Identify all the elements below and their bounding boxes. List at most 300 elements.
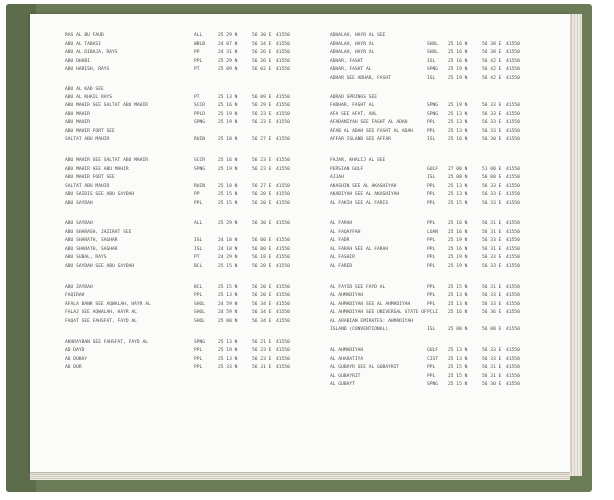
left-entry-code: BCL (194, 285, 203, 290)
left-entry-code: RUIN (194, 137, 206, 142)
right-entry-name: AL GUBAYRIT (330, 374, 361, 379)
left-entry-code: PT (194, 255, 200, 260)
left-entry-id: 41550 (276, 33, 290, 38)
right-entry-name: AL FARED (330, 264, 353, 269)
left-entry-name: ABU MAHIR FORT SEE (65, 129, 115, 134)
right-entry-lat: 25 16 N (448, 247, 468, 252)
left-entry-id: 41550 (276, 310, 290, 315)
left-entry-id: 41550 (276, 365, 290, 370)
right-entry-code: PPL (427, 120, 436, 125)
right-entry-id: 41550 (506, 247, 520, 252)
right-entry-row (30, 111, 570, 118)
left-entry-lon: 56 21 E (252, 340, 272, 345)
right-entry-code: LOAN (427, 230, 439, 235)
right-entry-code: SPNG (427, 67, 439, 72)
left-entry-lat: 25 15 N (218, 192, 238, 197)
left-entry-code: ISL (194, 238, 203, 243)
right-entry-lat: 25 13 N (448, 302, 468, 307)
right-entry-id: 41550 (506, 221, 520, 226)
left-entry-id: 41550 (276, 67, 290, 72)
left-entry-id: 41550 (276, 59, 290, 64)
left-entry-id: 41550 (276, 120, 290, 125)
right-entry-lat: 25 19 N (448, 76, 468, 81)
left-entry-lat: 24 29 N (218, 255, 238, 260)
right-entry-lat: 25 15 N (448, 201, 468, 206)
right-entry-lat: 25 00 N (448, 327, 468, 332)
left-entry-code: SPNG (194, 167, 206, 172)
right-entry-lon: 56 31 E (482, 365, 502, 370)
right-entry-row (30, 246, 570, 253)
right-entry-lat: 25 16 N (448, 230, 468, 235)
right-entry-row (30, 75, 570, 82)
right-entry-id: 41550 (506, 285, 520, 290)
right-entry-name: PERSIAN GULF (330, 167, 364, 172)
right-entry-name: AL GUBAYR SEE AL GUBAYRIT (330, 365, 400, 370)
left-entry-lat: 25 19 N (218, 112, 238, 117)
left-entry-name: ABU AL TABASI (65, 42, 101, 47)
right-entry-lat: 25 13 N (448, 192, 468, 197)
left-entry-lon: 56 09 E (252, 95, 272, 100)
left-entry-name: ABU SUBAL, RAYS (65, 255, 107, 260)
left-entry-code: ALL (194, 221, 203, 226)
right-entry-name: AJJAH (330, 175, 344, 180)
left-entry-code: PT (194, 95, 200, 100)
right-entry-row (30, 174, 570, 181)
left-entry-lat: 25 16 N (218, 158, 238, 163)
left-entry-id: 41550 (276, 112, 290, 117)
right-entry-lon: 56 33 E (482, 129, 502, 134)
left-entry-name: FALAJ SEE AQWALAH, HAYR AL (65, 310, 137, 315)
left-entry-code: PT (194, 67, 200, 72)
right-entry-id: 41550 (506, 238, 520, 243)
right-entry-code: PPL (427, 302, 436, 307)
gazetteer-page (30, 14, 570, 472)
right-entry-lon: 56 31 E (482, 374, 502, 379)
right-entry-row (30, 254, 570, 261)
left-entry-name: ABU ZAYDAH (65, 285, 93, 290)
left-entry-lat: 25 13 N (218, 293, 238, 298)
left-entry-name: FAQIRAH (65, 293, 85, 298)
left-entry-id: 41550 (276, 137, 290, 142)
left-entry-lon: 56 26 E (252, 59, 272, 64)
left-entry-name: ABU DHABI (65, 59, 90, 64)
right-entry-row (30, 373, 570, 380)
left-entry-id: 41550 (276, 192, 290, 197)
left-entry-code: PPL (194, 357, 203, 362)
right-entry-row (30, 102, 570, 109)
right-entry-id: 41550 (506, 310, 520, 315)
right-entry-code: PPL (427, 192, 436, 197)
right-entry-id: 41550 (506, 129, 520, 134)
right-entry-id: 41550 (506, 302, 520, 307)
right-entry-code: SPNG (427, 103, 439, 108)
right-entry-lat: 25 13 N (448, 357, 468, 362)
left-entry-code: PPLD (194, 112, 206, 117)
left-entry-name: ABU MAHIR (65, 112, 90, 117)
right-entry-lat: 25 13 N (448, 293, 468, 298)
left-entry-name: ABU AL DIBAJA, RAYS (65, 50, 118, 55)
right-entry-code: PPL (427, 365, 436, 370)
right-entry-lat: 25 16 N (448, 59, 468, 64)
right-entry-name: AL FARAH (330, 221, 353, 226)
right-entry-lat: 25 13 N (448, 129, 468, 134)
right-entry-id: 41550 (506, 103, 520, 108)
left-entry-id: 41550 (276, 42, 290, 47)
left-entry-lon: 56 30 E (252, 221, 272, 226)
right-entry-code: SPNG (427, 112, 439, 117)
right-entry-lon: 56 31 E (482, 221, 502, 226)
right-entry-lon: 56 42 E (482, 76, 502, 81)
right-entry-name: AKASHIN SEE AL AKASHIYAH (330, 184, 397, 189)
right-entry-id: 41550 (506, 120, 520, 125)
right-entry-name: AL FADR (330, 238, 350, 243)
right-entry-code: PCLI (427, 310, 439, 315)
right-entry-row (30, 347, 570, 354)
right-entry-lon: 56 38 E (482, 50, 502, 55)
left-entry-id: 41550 (276, 285, 290, 290)
right-entry-lon: 56 33 E (482, 112, 502, 117)
left-entry-lon: 56 34 E (252, 302, 272, 307)
right-entry-code: PPL (427, 184, 436, 189)
left-entry-lat: 25 13 N (218, 340, 238, 345)
right-entry-lat: 25 19 N (448, 255, 468, 260)
left-entry-lon: 56 34 E (252, 310, 272, 315)
right-entry-id: 41550 (506, 201, 520, 206)
right-entry-lon: 56 33 E (482, 255, 502, 260)
right-entry-code: SPNG (427, 382, 439, 387)
left-entry-id: 41550 (276, 158, 290, 163)
right-entry-name: AFADANIYAH SEE FASHT AL ADAH (330, 120, 408, 125)
right-entry-name: ADHAR, FASHT AL (330, 67, 372, 72)
right-entry-lon: 56 31 E (482, 230, 502, 235)
right-entry-name: AL FAYID SEE FAYD AL (330, 285, 386, 290)
right-entry-name: FAJAR, KHALIJ AL SEE (330, 158, 386, 163)
left-entry-id: 41550 (276, 348, 290, 353)
left-entry-id: 41550 (276, 103, 290, 108)
left-entry-id: 41550 (276, 340, 290, 345)
left-entry-lat: 25 33 N (218, 365, 238, 370)
left-entry-lon: 56 34 E (252, 42, 272, 47)
left-entry-code: RUIN (194, 184, 206, 189)
right-entry-lat: 25 13 N (448, 120, 468, 125)
right-entry-lon: 56 42 E (482, 67, 502, 72)
right-entry-row (30, 356, 570, 363)
right-entry-lon: 56 33 E (482, 192, 502, 197)
right-entry-lon: 56 33 E (482, 293, 502, 298)
left-entry-row (30, 86, 570, 93)
left-entry-name: RAS AL BU FAUD (65, 33, 104, 38)
right-entry-lat: 25 15 N (448, 285, 468, 290)
right-entry-lat: 25 16 N (448, 50, 468, 55)
right-entry-row (30, 237, 570, 244)
left-entry-name: ABU HARISH, RAYS (65, 67, 110, 72)
right-entry-row (30, 32, 570, 39)
right-entry-name: AL FARAH SEE AL FARAH (330, 247, 389, 252)
left-entry-code: SHOL (194, 310, 206, 315)
left-entry-lat: 24 18 N (218, 247, 238, 252)
left-entry-lon: 56 23 E (252, 357, 272, 362)
right-entry-code: SHOL (427, 50, 439, 55)
left-entry-name: ABU MAHIR (65, 120, 90, 125)
right-entry-lon: 56 00 E (482, 327, 502, 332)
right-entry-code: PPL (427, 264, 436, 269)
left-entry-lon: 56 34 E (252, 319, 272, 324)
right-entry-lat: 25 19 N (448, 264, 468, 269)
right-entry-name: ADHALAH, HAYR AL (330, 42, 375, 47)
left-entry-name: ABU SAYDAH (65, 201, 93, 206)
left-entry-lon: 56 30 E (252, 33, 272, 38)
right-entry-lon: 56 33 E (482, 184, 502, 189)
right-entry-lat: 25 13 N (448, 112, 468, 117)
right-entry-lon: 56 33 E (482, 264, 502, 269)
left-entry-code: SCCR (194, 103, 206, 108)
left-entry-id: 41550 (276, 221, 290, 226)
right-entry-lon: 51 00 E (482, 167, 502, 172)
left-entry-lon: 56 23 E (252, 167, 272, 172)
left-entry-lon: 56 29 E (252, 103, 272, 108)
left-entry-lon: 56 00 E (252, 238, 272, 243)
right-entry-row (30, 183, 570, 190)
left-entry-lon: 56 23 E (252, 348, 272, 353)
left-entry-name: ABU SHARATH, SAGHAR (65, 247, 118, 252)
right-entry-name: AL GUBAYT (330, 382, 355, 387)
right-entry-name: AL AHARATIYA (330, 357, 364, 362)
left-entry-name: ABU MAHIR FORT SEE (65, 175, 115, 180)
right-entry-row (30, 292, 570, 299)
left-entry-code: PPL (194, 59, 203, 64)
right-entry-id: 41550 (506, 67, 520, 72)
left-entry-id: 41550 (276, 50, 290, 55)
right-entry-id: 41550 (506, 255, 520, 260)
right-entry-code: SHOL (427, 42, 439, 47)
right-entry-id: 41550 (506, 59, 520, 64)
right-entry-row (30, 220, 570, 227)
right-entry-code: ISL (427, 327, 436, 332)
left-entry-lat: 25 09 N (218, 67, 238, 72)
left-entry-id: 41550 (276, 184, 290, 189)
right-entry-code: ISL (427, 175, 436, 180)
left-entry-lat: 25 19 N (218, 167, 238, 172)
right-entry-lon: 56 33 E (482, 348, 502, 353)
right-entry-id: 41550 (506, 374, 520, 379)
left-entry-code: ISL (194, 247, 203, 252)
right-entry-name: AL ARABIAN EMIRATES: AHMADIYAH (330, 319, 413, 324)
right-entry-row (30, 318, 570, 325)
right-entry-code: PPL (427, 201, 436, 206)
right-entry-id: 41550 (506, 192, 520, 197)
left-entry-code: PPL (194, 365, 203, 370)
right-entry-lon: 56 33 E (482, 302, 502, 307)
right-entry-id: 41550 (506, 112, 520, 117)
right-entry-row (30, 128, 570, 135)
right-entry-row (30, 157, 570, 164)
left-entry-lat: 25 15 N (218, 285, 238, 290)
right-entry-lat: 25 16 N (448, 310, 468, 315)
right-entry-row (30, 326, 570, 333)
right-entry-lat: 25 16 N (448, 42, 468, 47)
left-entry-code: PP (194, 50, 200, 55)
left-entry-lat: 25 18 N (218, 137, 238, 142)
left-entry-id: 41550 (276, 293, 290, 298)
right-entry-id: 41550 (506, 264, 520, 269)
right-entry-id: 41550 (506, 365, 520, 370)
right-entry-code: PPL (427, 293, 436, 298)
left-entry-lat: 25 18 N (218, 184, 238, 189)
right-entry-id: 41550 (506, 327, 520, 332)
right-entry-code: GULF (427, 167, 439, 172)
right-entry-code: GULF (427, 348, 439, 353)
right-entry-id: 41550 (506, 348, 520, 353)
left-entry-name: ABU AL KAD SEE (65, 87, 104, 92)
left-entry-name: AFALA BANK SEE AQWALAH, HAYR AL (65, 302, 151, 307)
left-entry-name: ABU SAIDIS SEE ABU SAYDAH (65, 192, 135, 197)
right-entry-row (30, 58, 570, 65)
left-entry-id: 41550 (276, 95, 290, 100)
right-entry-row (30, 200, 570, 207)
right-entry-name: AFA SEE AFAT, AHL (330, 112, 378, 117)
right-entry-row (30, 94, 570, 101)
left-entry-row (30, 339, 570, 346)
right-entry-code: ISL (427, 137, 436, 142)
right-entry-name: AL FASHIR (330, 255, 355, 260)
left-entry-id: 41550 (276, 167, 290, 172)
right-entry-lon: 56 33 E (482, 357, 502, 362)
right-entry-id: 41550 (506, 76, 520, 81)
right-entry-id: 41550 (506, 357, 520, 362)
left-entry-name: SALTAT ABU MAHIR (65, 184, 110, 189)
right-entry-code: PPL (427, 129, 436, 134)
left-entry-lon: 56 18 E (252, 255, 272, 260)
right-entry-row (30, 66, 570, 73)
left-entry-id: 41550 (276, 302, 290, 307)
right-entry-id: 41550 (506, 50, 520, 55)
page-bottom-edge (30, 472, 570, 480)
left-entry-lat: 25 29 N (218, 33, 238, 38)
right-entry-lat: 25 16 N (448, 221, 468, 226)
right-entry-name: ADHAR SEE ADHAR, FASHT (330, 76, 391, 81)
right-entry-lat: 25 19 N (448, 238, 468, 243)
left-entry-name: ABU SAYDAH (65, 221, 93, 226)
right-entry-lon: 56 31 E (482, 285, 502, 290)
right-entry-id: 41550 (506, 167, 520, 172)
right-entry-lon: 56 33 E (482, 238, 502, 243)
left-entry-name: SALTAT ABU MAHIR (65, 137, 110, 142)
left-entry-name: ABU SHARASH, JAZIRAT SEE (65, 230, 132, 235)
left-entry-lat: 24 07 N (218, 42, 238, 47)
right-entry-name: AFAB AL ADAH SEE FASHT AL ADAH (330, 129, 413, 134)
left-entry-lat: 25 13 N (218, 357, 238, 362)
right-entry-name: ADHAR, FASHT (330, 59, 364, 64)
left-entry-id: 41550 (276, 201, 290, 206)
left-entry-name: AD DAYD (65, 348, 85, 353)
left-entry-code: ALL (194, 33, 203, 38)
right-entry-lat: 25 19 N (448, 103, 468, 108)
right-entry-lat: 25 13 N (448, 184, 468, 189)
right-entry-id: 41550 (506, 184, 520, 189)
right-entry-name: AL AHMADIYAH (330, 293, 364, 298)
left-entry-code: SPNG (194, 120, 206, 125)
right-entry-name: ADHALAH, HAYR AL (330, 50, 375, 55)
right-entry-lon: 56 33 E (482, 201, 502, 206)
right-entry-lon: 56 30 E (482, 137, 502, 142)
left-entry-name: AD DUR (65, 365, 82, 370)
right-entry-row (30, 364, 570, 371)
right-entry-name: AL AHMADIYAH SEE AL AHMADIYAH (330, 302, 411, 307)
right-entry-code: PPL (427, 238, 436, 243)
left-entry-name: ABU AL KHAIL RAYS (65, 95, 113, 100)
left-entry-lat: 24 59 N (218, 302, 238, 307)
right-entry-name: AFFAR ISLAND SEE AFFAR (330, 137, 391, 142)
left-entry-lat: 25 16 N (218, 103, 238, 108)
left-entry-code: PPL (194, 293, 203, 298)
right-entry-name: AL FAQAYFAH (330, 230, 361, 235)
right-entry-id: 41550 (506, 293, 520, 298)
right-entry-name: ISLAND (CONVENTIONAL) (330, 327, 389, 332)
right-entry-lat: 25 15 N (448, 374, 468, 379)
right-entry-name: FADHAR, FASHT AL (330, 103, 375, 108)
right-entry-name: ADRAD SPRINGS SEE (330, 95, 378, 100)
right-entry-lon: 56 42 E (482, 59, 502, 64)
right-entry-row (30, 136, 570, 143)
right-entry-id: 41550 (506, 42, 520, 47)
right-entry-name: AL FAKIH SEE AL FARIS (330, 201, 389, 206)
right-entry-row (30, 284, 570, 291)
right-entry-lat: 25 00 N (448, 175, 468, 180)
left-entry-lon: 56 27 E (252, 184, 272, 189)
right-entry-name: AL AHMADIYAH (330, 348, 364, 353)
left-entry-lat: 24 59 N (218, 310, 238, 315)
right-entry-lat: 25 19 N (448, 67, 468, 72)
left-entry-lon: 56 23 E (252, 120, 272, 125)
left-entry-name: ABU SHARATH, SAGHAR (65, 238, 118, 243)
right-entry-code: PPL (427, 221, 436, 226)
right-entry-lon: 56 36 E (482, 310, 502, 315)
right-entry-row (30, 49, 570, 56)
right-entry-lat: 25 16 N (448, 137, 468, 142)
right-entry-row (30, 229, 570, 236)
right-entry-row (30, 309, 570, 316)
right-entry-id: 41550 (506, 230, 520, 235)
right-entry-row (30, 191, 570, 198)
right-entry-lat: 27 00 N (448, 167, 468, 172)
left-entry-lat: 25 00 N (218, 319, 238, 324)
left-entry-name: ABU MAHIR SEE SALTAT ABU MAHIR (65, 158, 148, 163)
left-entry-id: 41550 (276, 255, 290, 260)
left-entry-name: ABU MAHIR SEE SALTAT ABU MAHIR (65, 103, 148, 108)
left-entry-lon: 56 23 E (252, 158, 272, 163)
left-entry-lat: 25 15 N (218, 201, 238, 206)
right-entry-lon: 56 33 E (482, 120, 502, 125)
right-entry-lat: 25 15 N (448, 382, 468, 387)
right-entry-row (30, 166, 570, 173)
right-entry-code: CIST (427, 357, 439, 362)
left-entry-lat: 25 29 N (218, 59, 238, 64)
right-entry-row (30, 301, 570, 308)
left-entry-code: SPNG (194, 340, 206, 345)
right-entry-code: ISL (427, 59, 436, 64)
right-entry-lat: 25 13 N (448, 348, 468, 353)
right-entry-lon: 56 38 E (482, 42, 502, 47)
right-entry-name: ADHALAH, HAYR AL SEE (330, 33, 386, 38)
left-entry-id: 41550 (276, 357, 290, 362)
left-entry-lon: 56 23 E (252, 112, 272, 117)
left-entry-code: PP (194, 192, 200, 197)
right-entry-name: AL AHMADIYAH SEE UNIVERSAL STATE OF (330, 310, 427, 315)
left-entry-lat: 25 13 N (218, 95, 238, 100)
right-entry-code: PPL (427, 255, 436, 260)
right-entry-id: 41550 (506, 137, 520, 142)
left-entry-code: SHOL (194, 319, 206, 324)
